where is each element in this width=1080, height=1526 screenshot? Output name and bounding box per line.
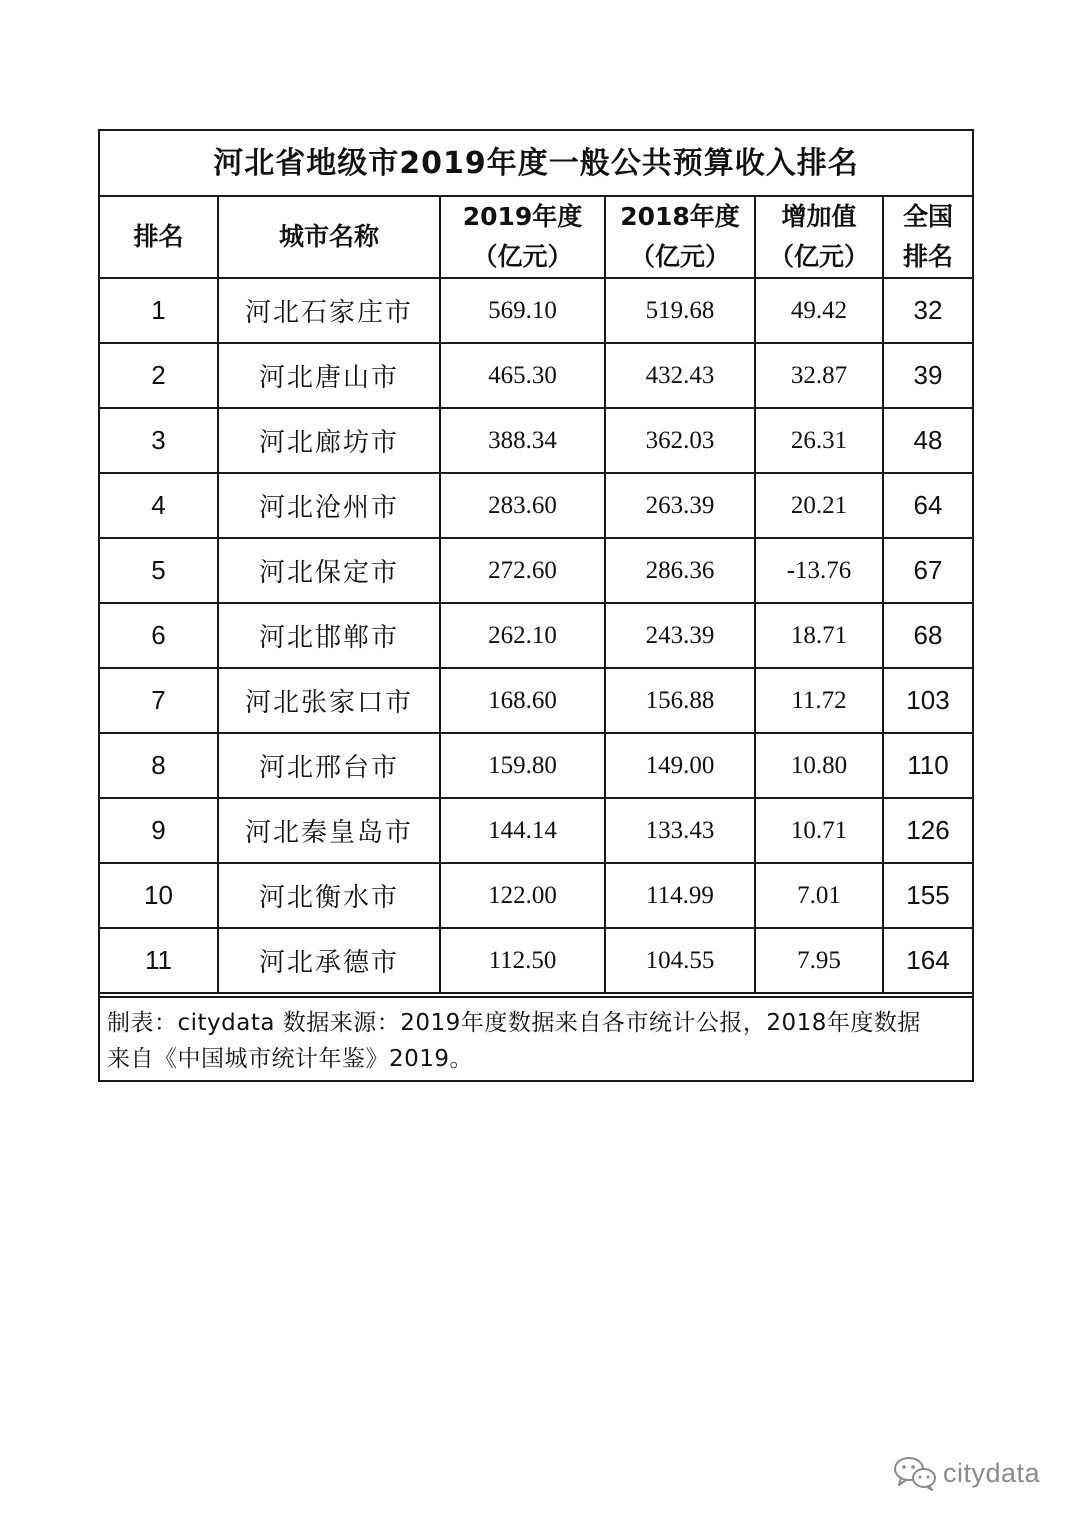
table-row xyxy=(100,408,972,473)
cell-rank: 7 xyxy=(100,668,218,733)
cell-city: 河北保定市 xyxy=(218,538,440,603)
table-row xyxy=(100,733,972,798)
cell-revenue-2019: 144.14 xyxy=(440,798,605,863)
cell-national-rank: 103 xyxy=(883,668,972,733)
cell-revenue-2019: 283.60 xyxy=(440,473,605,538)
cell-increase: 10.80 xyxy=(755,733,883,798)
cell-revenue-2018: 286.36 xyxy=(605,538,755,603)
table-footer-note xyxy=(100,996,972,1080)
cell-rank: 5 xyxy=(100,538,218,603)
cell-revenue-2018: 432.43 xyxy=(605,343,755,408)
header-city: 城市名称 xyxy=(218,197,440,278)
cell-city: 河北廊坊市 xyxy=(218,408,440,473)
wechat-icon xyxy=(893,1455,937,1491)
cell-rank: 4 xyxy=(100,473,218,538)
cell-revenue-2018: 149.00 xyxy=(605,733,755,798)
cell-increase: 7.95 xyxy=(755,928,883,993)
cell-rank: 11 xyxy=(100,928,218,993)
cell-revenue-2018: 243.39 xyxy=(605,603,755,668)
cell-revenue-2018: 114.99 xyxy=(605,863,755,928)
table-row xyxy=(100,343,972,408)
cell-rank: 10 xyxy=(100,863,218,928)
cell-revenue-2019: 272.60 xyxy=(440,538,605,603)
table-row xyxy=(100,668,972,733)
budget-table-frame xyxy=(98,129,974,1082)
cell-increase: 11.72 xyxy=(755,668,883,733)
cell-revenue-2018: 362.03 xyxy=(605,408,755,473)
table-title: 河北省地级市2019年度一般公共预算收入排名 xyxy=(100,131,972,197)
cell-rank: 6 xyxy=(100,603,218,668)
header-row xyxy=(100,197,972,278)
budget-revenue-table xyxy=(100,197,972,994)
table-row xyxy=(100,473,972,538)
header-2018: 2018年度 （亿元） xyxy=(605,197,755,278)
cell-city: 河北衡水市 xyxy=(218,863,440,928)
cell-revenue-2018: 104.55 xyxy=(605,928,755,993)
cell-national-rank: 64 xyxy=(883,473,972,538)
footer-line-1: 制表：citydata 数据来源：2019年度数据来自各市统计公报，2018年度数据 xyxy=(107,1010,921,1036)
cell-national-rank: 67 xyxy=(883,538,972,603)
cell-increase: 18.71 xyxy=(755,603,883,668)
cell-revenue-2019: 122.00 xyxy=(440,863,605,928)
cell-rank: 2 xyxy=(100,343,218,408)
cell-revenue-2018: 156.88 xyxy=(605,668,755,733)
footer-line-2: 来自《中国城市统计年鉴》2019。 xyxy=(107,1046,474,1072)
cell-city: 河北承德市 xyxy=(218,928,440,993)
table-row xyxy=(100,928,972,993)
table-row xyxy=(100,863,972,928)
cell-national-rank: 155 xyxy=(883,863,972,928)
table-row xyxy=(100,603,972,668)
cell-revenue-2019: 159.80 xyxy=(440,733,605,798)
cell-city: 河北石家庄市 xyxy=(218,278,440,343)
header-increase: 增加值 （亿元） xyxy=(755,197,883,278)
header-2019: 2019年度 （亿元） xyxy=(440,197,605,278)
table-body xyxy=(100,278,972,993)
header-rank: 排名 xyxy=(100,197,218,278)
cell-revenue-2019: 569.10 xyxy=(440,278,605,343)
cell-national-rank: 164 xyxy=(883,928,972,993)
cell-revenue-2019: 262.10 xyxy=(440,603,605,668)
cell-increase: 32.87 xyxy=(755,343,883,408)
watermark xyxy=(893,1453,1040,1493)
cell-national-rank: 110 xyxy=(883,733,972,798)
cell-national-rank: 48 xyxy=(883,408,972,473)
cell-city: 河北邢台市 xyxy=(218,733,440,798)
cell-revenue-2018: 133.43 xyxy=(605,798,755,863)
table-row xyxy=(100,538,972,603)
cell-increase: 7.01 xyxy=(755,863,883,928)
cell-city: 河北沧州市 xyxy=(218,473,440,538)
cell-revenue-2018: 263.39 xyxy=(605,473,755,538)
cell-increase: -13.76 xyxy=(755,538,883,603)
cell-national-rank: 39 xyxy=(883,343,972,408)
cell-revenue-2019: 168.60 xyxy=(440,668,605,733)
cell-revenue-2018: 519.68 xyxy=(605,278,755,343)
cell-city: 河北唐山市 xyxy=(218,343,440,408)
cell-rank: 1 xyxy=(100,278,218,343)
cell-national-rank: 126 xyxy=(883,798,972,863)
cell-rank: 9 xyxy=(100,798,218,863)
cell-city: 河北张家口市 xyxy=(218,668,440,733)
cell-national-rank: 32 xyxy=(883,278,972,343)
cell-revenue-2019: 465.30 xyxy=(440,343,605,408)
cell-rank: 8 xyxy=(100,733,218,798)
table-row xyxy=(100,798,972,863)
cell-increase: 49.42 xyxy=(755,278,883,343)
cell-increase: 10.71 xyxy=(755,798,883,863)
cell-revenue-2019: 112.50 xyxy=(440,928,605,993)
header-national-rank: 全国 排名 xyxy=(883,197,972,278)
cell-city: 河北秦皇岛市 xyxy=(218,798,440,863)
cell-national-rank: 68 xyxy=(883,603,972,668)
cell-increase: 20.21 xyxy=(755,473,883,538)
cell-city: 河北邯郸市 xyxy=(218,603,440,668)
cell-rank: 3 xyxy=(100,408,218,473)
watermark-text: citydata xyxy=(943,1457,1041,1488)
table-row xyxy=(100,278,972,343)
cell-revenue-2019: 388.34 xyxy=(440,408,605,473)
cell-increase: 26.31 xyxy=(755,408,883,473)
